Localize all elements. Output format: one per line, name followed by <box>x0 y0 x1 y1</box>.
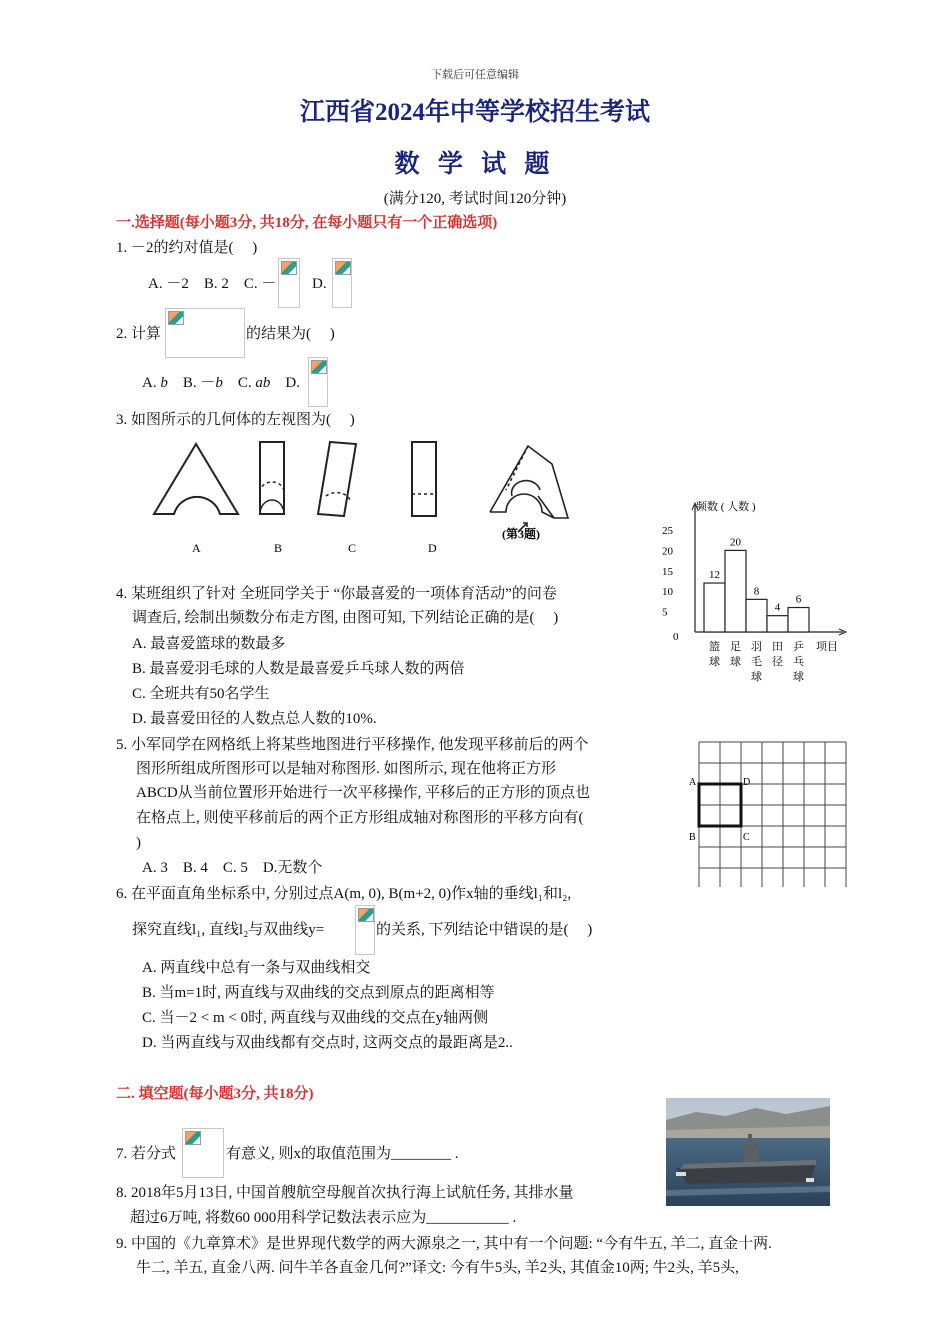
q4-option-b: B. 最喜爱羽毛球的人数是最喜爱乒乓球人数的两倍 <box>132 661 465 677</box>
label-c: C <box>348 541 357 555</box>
q5-line-1: 5. 小军同学在网格纸上将某些地图进行平移操作, 他发现平移前后的两个 <box>116 737 589 753</box>
x-tick-label: 羽 <box>751 641 762 653</box>
q5-grid-figure <box>685 735 850 887</box>
q4-option-c: C. 全班共有50名学生 <box>132 686 270 702</box>
x-tick-label: 乓 <box>793 656 804 668</box>
q1-stem: 1. －2的约对值是( ) <box>116 240 258 256</box>
view-d <box>412 442 436 516</box>
q5-line-4: 在格点上, 则使平移前后的两个正方形组成轴对称图形的平移方向有( <box>136 810 584 826</box>
data-label: 8 <box>753 585 760 598</box>
q6-option-d: D. 当两直线与双曲线都有交点时, 这两交点的最距离是2.. <box>142 1035 513 1051</box>
q8-line-2: 超过6万吨, 将数60 000用科学记数法表示应为___________ . <box>130 1210 517 1226</box>
view-c <box>318 442 356 516</box>
x-tick-label: 球 <box>709 656 720 668</box>
q5-line-5: ) <box>136 835 141 851</box>
bar-乒乓球 <box>788 608 809 632</box>
formula-image-placeholder <box>182 1128 224 1178</box>
x-tick-label: 球 <box>793 671 804 683</box>
q4-stem-1: 4. 某班组织了针对 全班同学关于 “你最喜爱的一项体育活动”的问卷 <box>116 586 557 602</box>
q6-line-1: 6. 在平面直角坐标系中, 分别过点A(m, 0), B(m+2, 0)作x轴的垂线l₁和l₂, <box>116 886 572 902</box>
solid-3d <box>490 446 568 532</box>
data-label: 20 <box>730 536 741 549</box>
data-label: 4 <box>774 601 781 614</box>
view-a <box>154 444 238 514</box>
q2-options: A. b B. －b C. ab D. <box>142 375 300 391</box>
q8-line-1: 8. 2018年5月13日, 中国首艘航空母舰首次执行海上试航任务, 其排水量 <box>116 1185 574 1201</box>
formula-image-placeholder <box>308 357 328 407</box>
data-label: 6 <box>795 593 802 606</box>
aircraft-carrier-photo <box>666 1098 830 1206</box>
x-tick-label: 田 <box>772 641 783 653</box>
bar-篮球 <box>704 583 725 632</box>
q6-line-2b: 的关系, 下列结论中错误的是( ) <box>376 922 593 938</box>
page-title: 江西省2024年中等学校招生考试 <box>299 99 650 126</box>
header-note: 下载后可任意编辑 <box>431 69 519 81</box>
q6-option-a: A. 两直线中总有一条与双曲线相交 <box>142 960 371 976</box>
exam-info: (满分120, 考试时间120分钟) <box>383 191 567 207</box>
x-tick-label: 毛 <box>751 656 762 668</box>
y-tick-label: 10 <box>662 586 673 599</box>
q3-figure <box>140 436 580 561</box>
q6-option-b: B. 当m=1时, 两直线与双曲线的交点到原点的距离相等 <box>142 985 495 1001</box>
x-tick-label: 径 <box>772 656 783 668</box>
q5-line-2: 图形所组成所图形可以是轴对称图形. 如图所示, 现在他将正方形 <box>136 761 557 777</box>
y-tick-label: 20 <box>662 545 673 558</box>
formula-image-placeholder <box>278 258 300 308</box>
y-tick-label: 0 <box>673 631 679 643</box>
x-tick-label: 球 <box>751 671 762 683</box>
histogram-chart <box>658 495 858 695</box>
bar-足球 <box>725 550 746 632</box>
q1-options: A. －2 B. 2 C. － <box>148 276 277 292</box>
section1-title: 一.选择题(每小题3分, 共18分, 在每小题只有一个正确选项) <box>116 215 498 231</box>
x-tick-label: 球 <box>730 656 741 668</box>
q9-line-1: 9. 中国的《九章算术》是世界现代数学的两大源泉之一, 其中有一个问题: “今有牛五, 羊二, 直金十两. <box>116 1236 772 1252</box>
q6-line-2a: 探究直线l₁, 直线l₂与双曲线y= <box>132 922 325 938</box>
q4-option-d: D. 最喜爱田径的人数点总人数的10%. <box>132 711 377 727</box>
q3-stem: 3. 如图所示的几何体的左视图为( ) <box>116 412 355 428</box>
x-tick-label: 足 <box>730 641 741 653</box>
q4-stem-2: 调查后, 绘制出频数分布走方图, 由图可知, 下列结论正确的是( ) <box>132 610 559 626</box>
q5-line-3: ABCD从当前位置形开始进行一次平移操作, 平移后的正方形的顶点也 <box>136 785 591 801</box>
q2-stem-b: 的结果为( ) <box>246 326 335 342</box>
q7-a: 7. 若分式 <box>116 1146 177 1162</box>
figure-caption: (第3题) <box>502 527 540 541</box>
x-tick-label: 乒 <box>793 641 804 653</box>
y-tick-label: 5 <box>662 606 668 619</box>
q1-option-d: D. <box>312 276 327 292</box>
bar-羽毛球 <box>746 599 767 632</box>
x-tick-label: 篮 <box>709 641 720 653</box>
x-axis-label: 项目 <box>816 641 838 653</box>
label-a: A <box>192 541 201 555</box>
label-d: D <box>428 541 437 555</box>
formula-image-placeholder <box>332 258 352 308</box>
q2-stem-a: 2. 计算 <box>116 326 162 342</box>
q4-option-a: A. 最喜爱篮球的数最多 <box>132 636 286 652</box>
label-b: B <box>274 541 283 555</box>
grid-label-b: B <box>689 832 696 843</box>
y-tick-label: 25 <box>662 525 673 537</box>
q7-b: 有意义, 则x的取值范围为________ . <box>226 1146 459 1162</box>
grid-label-d: D <box>743 777 751 788</box>
bar-田径 <box>767 616 788 632</box>
y-tick-label: 15 <box>662 565 673 578</box>
section2-title: 二. 填空题(每小题3分, 共18分) <box>116 1086 314 1102</box>
q9-line-2: 牛二, 羊五, 直金八两. 问牛羊各直金几何?”译文: 今有牛5头, 羊2头, 其值金10两; 牛2头, 羊5头, <box>136 1260 739 1276</box>
view-b <box>260 442 284 514</box>
y-axis-label: 频数 ( 人数 ) <box>696 501 756 513</box>
grid-label-a: A <box>689 777 697 788</box>
data-label: 12 <box>709 569 720 582</box>
formula-image-placeholder <box>355 905 375 955</box>
grid-label-c: C <box>743 832 750 843</box>
page-subtitle: 数 学 试 题 <box>394 151 556 178</box>
q5-options: A. 3 B. 4 C. 5 D.无数个 <box>142 860 323 876</box>
formula-image-placeholder <box>165 308 245 358</box>
q6-option-c: C. 当－2 < m < 0时, 两直线与双曲线的交点在y轴两侧 <box>142 1010 489 1026</box>
